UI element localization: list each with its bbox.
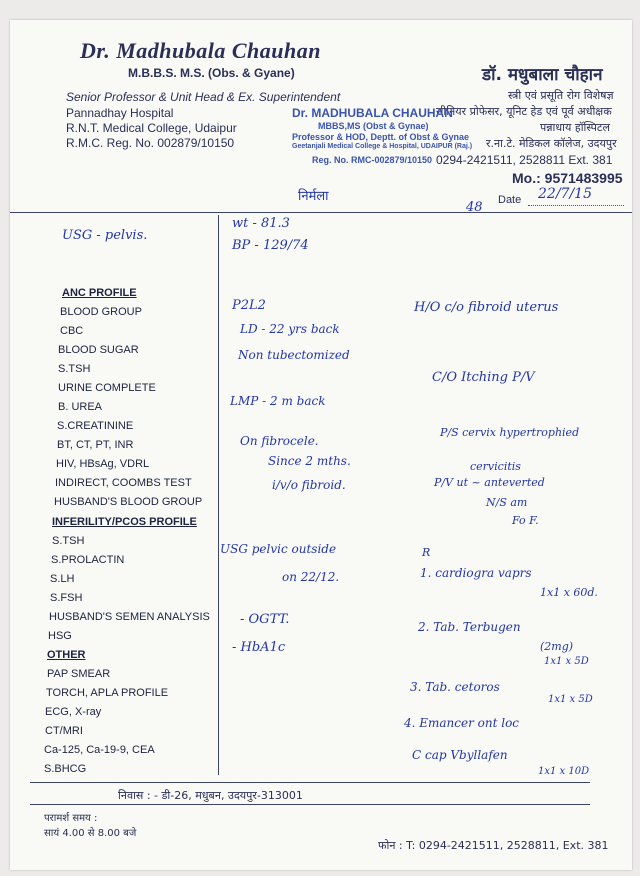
doctor-designation: Senior Professor & Unit Head & Ex. Superintendent: [66, 90, 341, 104]
stamp-line-1: MBBS,MS (Obst & Gynae): [318, 121, 429, 131]
address-line-college: R.N.T. Medical College, Udaipur: [66, 121, 237, 135]
date-underline: [528, 205, 624, 206]
infertility-item: HSG: [48, 630, 72, 642]
infertility-item: S.TSH: [52, 535, 85, 547]
infertility-item: HUSBAND'S SEMEN ANALYSIS: [49, 611, 210, 623]
date-label: Date: [498, 194, 522, 206]
other-item: PAP SMEAR: [47, 668, 111, 680]
clinical-note-left: LD - 22 yrs back: [240, 322, 340, 336]
column-divider: [218, 215, 219, 775]
clinical-note-right: Fo F.: [512, 514, 539, 527]
footer-divider: [30, 782, 590, 783]
clinical-note-right: N/S am: [486, 496, 528, 509]
anc-item: BLOOD SUGAR: [58, 344, 139, 356]
footer-phone: फोन : T: 0294-2421511, 2528811, Ext. 381: [378, 839, 609, 852]
infertility-item: S.FSH: [50, 592, 83, 604]
address-line-hospital: Pannadhay Hospital: [66, 106, 174, 120]
mobile-number: Mo.: 9571483995: [512, 170, 623, 186]
doctor-degrees: M.B.B.S. M.S. (Obs. & Gyane): [128, 66, 295, 80]
anc-item: URINE COMPLETE: [58, 382, 156, 394]
footer-divider-2: [30, 804, 590, 805]
date-value: 22/7/15: [538, 186, 592, 202]
clinical-note-right: P/V ut ~ anteverted: [434, 476, 545, 489]
infertility-profile-title: INFERILITY/PCOS PROFILE: [52, 516, 197, 528]
stamp-line-4: Reg. No. RMC-002879/10150: [312, 155, 433, 165]
other-item: TORCH, APLA PROFILE: [46, 687, 169, 699]
anc-profile-title: ANC PROFILE: [62, 287, 137, 299]
clinical-note-left: Non tubectomized: [238, 348, 350, 362]
doctor-name: Dr. Madhubala Chauhan: [80, 38, 321, 63]
other-item: Ca-125, Ca-19-9, CEA: [44, 744, 155, 756]
clinical-note-right: cervicitis: [470, 460, 521, 473]
rx-line: 3. Tab. cetoros: [410, 680, 500, 694]
usg-outside-note: USG pelvic outside: [220, 542, 337, 556]
rx-dose: (2mg): [540, 640, 574, 653]
hindi-line-4: र.ना.टे. मेडिकल कॉलेज, उदयपुर: [486, 137, 617, 150]
rx-line: 2. Tab. Terbugen: [418, 620, 521, 634]
residence-address: निवास : - डी-26, मधुबन, उदयपुर-313001: [118, 789, 303, 802]
hindi-line-1: स्त्री एवं प्रसूति रोग विशेषज्ञ: [508, 89, 614, 102]
rx-line: 4. Emancer ont loc: [404, 716, 520, 730]
anc-item: HIV, HBsAg, VDRL: [56, 458, 150, 470]
anc-item: INDIRECT, COOMBS TEST: [55, 477, 192, 489]
rx-dose: 1x1 x 10D: [538, 766, 590, 777]
anc-item: BT, CT, PT, INR: [57, 439, 134, 451]
timing-label: परामर्श समय :: [44, 813, 98, 824]
anc-item: S.CREATININE: [57, 420, 134, 432]
vitals-bp: BP - 129/74: [232, 238, 309, 253]
clinical-note-left: LMP - 2 m back: [230, 394, 326, 408]
rx-line: 1. cardiogra vaprs: [420, 566, 532, 580]
other-item: S.BHCG: [44, 763, 87, 775]
patient-age: 48: [466, 200, 483, 215]
vitals-weight: wt - 81.3: [232, 216, 290, 231]
anc-item: CBC: [60, 325, 84, 337]
rx-symbol: R: [422, 546, 431, 559]
rx-line: C cap Vbyllafen: [412, 748, 508, 762]
clinical-note-left: i/v/o fibroid.: [272, 478, 346, 492]
stamp-line-2: Professor & HOD, Deptt. of Obst & Gynae: [292, 132, 470, 142]
advice-hba1c: - HbA1c: [232, 640, 286, 655]
other-title: OTHER: [47, 649, 86, 661]
rx-dose: 1x1 x 60d.: [540, 586, 598, 599]
hindi-line-3: पन्नाधाय हॉस्पिटल: [540, 121, 610, 134]
rx-dose: 1x1 x 5D: [548, 694, 593, 705]
timing-value: सायं 4.00 से 8.00 बजे: [44, 828, 137, 839]
doctor-name-hindi: डॉ. मधुबाला चौहान: [482, 65, 603, 85]
usg-outside-date: on 22/12.: [282, 570, 340, 584]
anc-item: B. UREA: [58, 401, 103, 413]
stamp-line-3: Geetanjali Medical College & Hospital, UDAIPUR (Raj.): [292, 143, 473, 150]
other-item: CT/MRI: [45, 725, 83, 737]
clinical-note-left: P2L2: [232, 298, 266, 313]
address-line-reg: R.M.C. Reg. No. 002879/10150: [66, 136, 235, 150]
infertility-item: S.LH: [50, 573, 75, 585]
clinical-note-right: H/O c/o fibroid uterus: [414, 300, 559, 315]
rx-dose: 1x1 x 5D: [544, 656, 589, 667]
anc-item: HUSBAND'S BLOOD GROUP: [54, 496, 203, 508]
advice-ogtt: - OGTT.: [240, 612, 290, 627]
clinical-note-right: C/O Itching P/V: [432, 370, 535, 385]
anc-item: BLOOD GROUP: [60, 306, 142, 318]
usg-note: USG - pelvis.: [62, 228, 148, 243]
anc-item: S.TSH: [58, 363, 91, 375]
header-divider: [10, 212, 632, 213]
phone-number: 0294-2421511, 2528811 Ext. 381: [436, 153, 613, 167]
clinical-note-left: On fibrocele.: [240, 434, 319, 448]
infertility-item: S.PROLACTIN: [51, 554, 125, 566]
hindi-line-2: सीनियर प्रोफेसर, यूनिट हेड एवं पूर्व अधीक्षक: [436, 105, 612, 118]
stamp-doctor-name: Dr. MADHUBALA CHAUHAN: [292, 106, 453, 120]
patient-name: निर्मला: [298, 189, 329, 204]
clinical-note-right: P/S cervix hypertrophied: [440, 426, 580, 439]
clinical-note-left: Since 2 mths.: [268, 454, 351, 468]
other-item: ECG, X-ray: [45, 706, 102, 718]
